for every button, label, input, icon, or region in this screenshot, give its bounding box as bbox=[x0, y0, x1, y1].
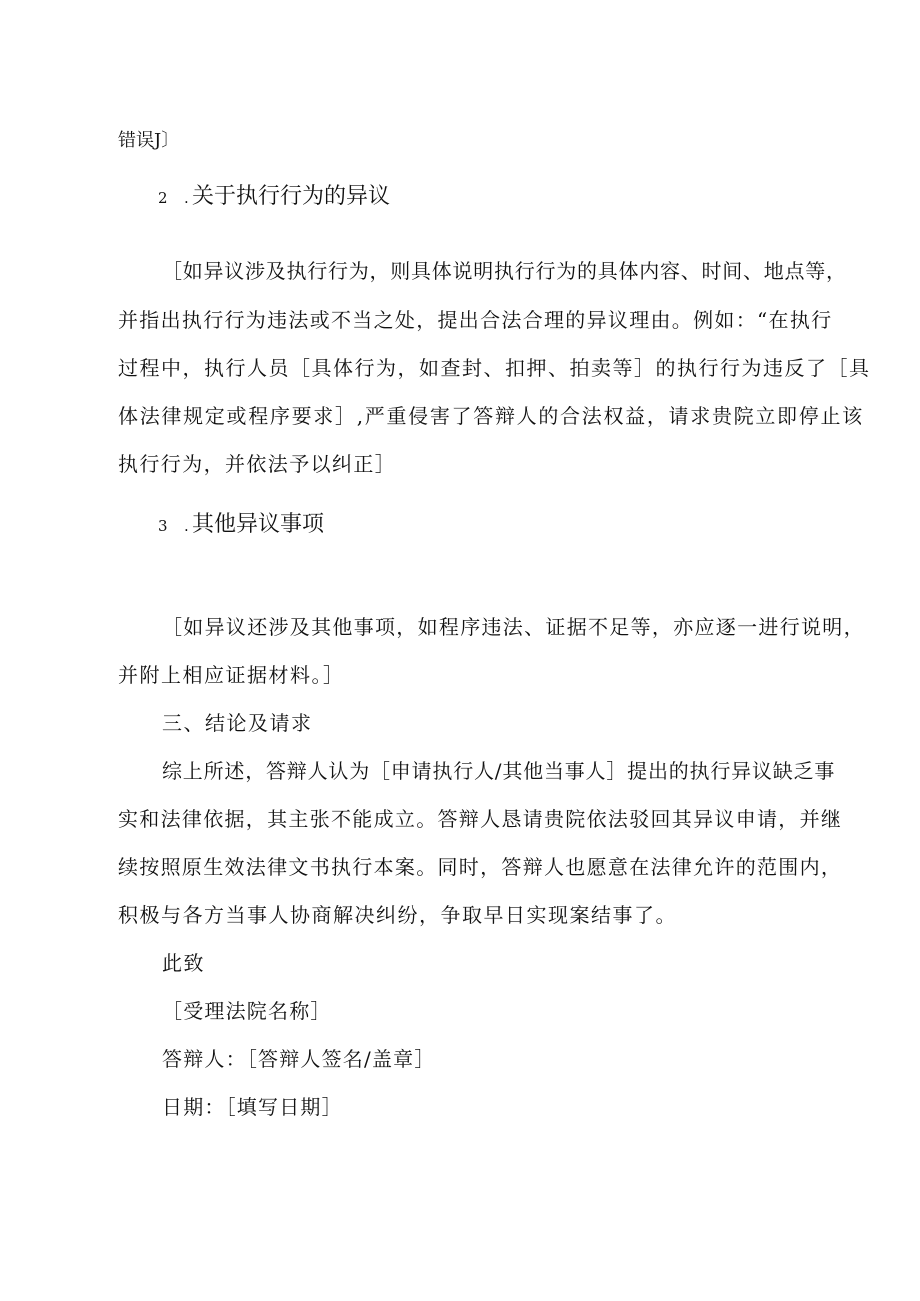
section-3-title: 其他异议事项 bbox=[192, 512, 325, 537]
section-3-line-2: 并附上相应证据材料。］ bbox=[118, 663, 345, 687]
signature-value: ［答辩人签名/盖章］ bbox=[246, 1047, 436, 1071]
section-2-heading bbox=[158, 182, 390, 213]
section-2-line-1: ［如异议涉及执行行为，则具体说明执行行为的具体内容、时间、地点等， bbox=[162, 259, 847, 283]
conclusion-heading: 三、结论及请求 bbox=[162, 711, 313, 735]
conclusion-line-3: 续按照原生效法律文书执行本案。同时，答辩人也愿意在法律允许的范围内， bbox=[118, 855, 843, 879]
date-line bbox=[162, 1093, 343, 1121]
section-2-line-4: 体法律规定或程序要求］,严重侵害了答辩人的合法权益，请求贵院立即停止该 bbox=[118, 404, 864, 428]
section-3-heading bbox=[158, 510, 324, 541]
section-2-line-3: 过程中，执行人员［具体行为，如查封、扣押、拍卖等］的执行行为违反了［具 bbox=[118, 356, 871, 380]
date-label: 日期： bbox=[162, 1095, 226, 1119]
date-value: ［填写日期］ bbox=[225, 1095, 343, 1119]
section-3-dot: . bbox=[184, 517, 189, 535]
carryover-text: 错误J〕 bbox=[118, 130, 180, 151]
section-2-line-5: 执行行为，并依法予以纠正］ bbox=[118, 452, 397, 476]
conclusion-line-4: 积极与各方当事人协商解决纠纷，争取早日实现案结事了。 bbox=[118, 903, 677, 927]
section-3-line-1: ［如异议还涉及其他事项，如程序违法、证据不足等，亦应逐一进行说明， bbox=[162, 615, 865, 639]
signature-label: 答辩人： bbox=[162, 1047, 247, 1071]
section-2-line-2: 并指出执行行为违法或不当之处，提出合法合理的异议理由。例如：“在执行 bbox=[118, 308, 833, 332]
section-2-title: 关于执行行为的异议 bbox=[192, 184, 391, 209]
section-2-number: 2 bbox=[158, 189, 168, 207]
signature-line bbox=[162, 1045, 436, 1073]
section-2-dot: . bbox=[184, 189, 189, 207]
conclusion-line-2: 实和法律依据，其主张不能成立。答辩人恳请贵院依法驳回其异议申请，并继 bbox=[118, 807, 843, 831]
salutation: 此致 bbox=[162, 951, 205, 975]
section-3-number: 3 bbox=[158, 517, 168, 535]
court-name: ［受理法院名称］ bbox=[162, 999, 332, 1023]
conclusion-line-1: 综上所述，答辩人认为［申请执行人/其他当事人］提出的执行异议缺乏事 bbox=[162, 759, 836, 783]
